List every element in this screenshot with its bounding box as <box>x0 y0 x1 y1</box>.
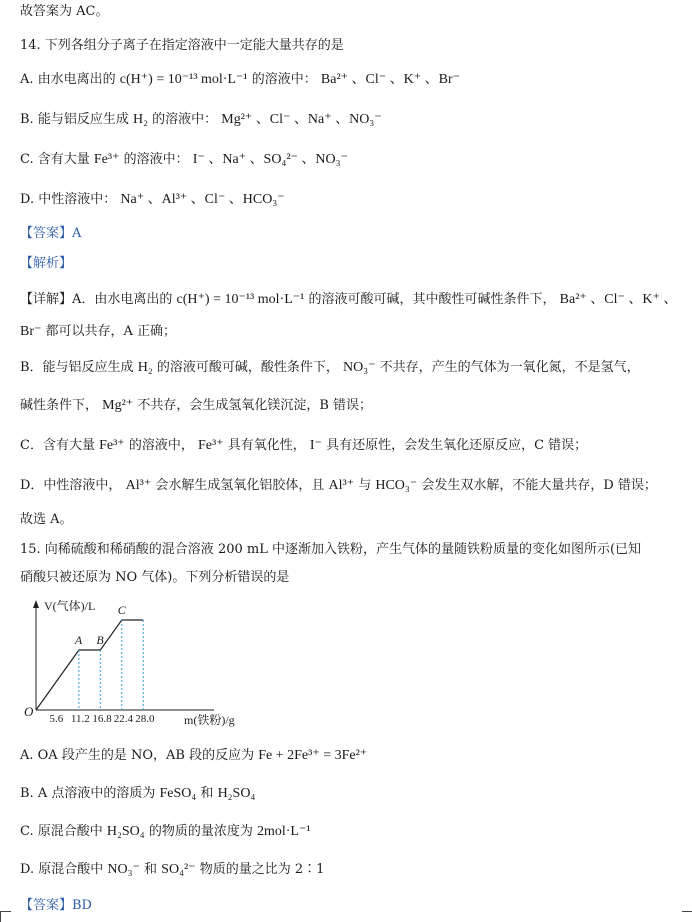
option-text: 的溶液中： <box>152 112 218 127</box>
ion-list: Na⁺ 、Al³⁺ 、Cl⁻ 、HCO₃⁻ <box>120 192 285 207</box>
option-text: 物质的量之比为 2∶1 <box>199 862 325 877</box>
x-tick-label: 11.2 <box>70 713 90 725</box>
option-14a <box>20 70 460 90</box>
detail-a <box>20 290 677 310</box>
question-15: 15. 向稀硫酸和稀硝酸的混合溶液 200 mL 中逐渐加入铁粉，产生气体的量随铁粉质量的变化如图所示(已知 <box>20 542 642 557</box>
previous-answer: 故答案为 AC。 <box>20 4 109 19</box>
option-text: D. 原混合酸中 <box>20 862 104 877</box>
formula: Al³⁺ <box>125 478 152 493</box>
y-axis-label: V(气体)/L <box>44 599 96 613</box>
formula: SO₄²⁻ <box>161 862 196 877</box>
y-axis-arrow <box>33 600 39 608</box>
detail-text: B．能与铝反应生成 <box>20 360 134 375</box>
option-text: A. 由水电离出的 <box>20 72 116 87</box>
formula: H₂SO₄ <box>106 824 145 839</box>
detail-b-cont <box>20 396 372 416</box>
option-text: 的溶液中： <box>123 152 189 167</box>
x-tick-label: 28.0 <box>135 713 155 725</box>
detail-text: 不共存，会生成氢氧化镁沉淀，B 错误； <box>137 398 373 413</box>
conclusion: 故选 A。 <box>20 512 73 527</box>
x-axis-label: m(铁粉)/g <box>184 713 235 727</box>
corner-mark <box>0 911 11 922</box>
origin-label: O <box>24 704 34 719</box>
formula: 2mol·L⁻¹ <box>256 824 311 839</box>
detail-text: C．含有大量 <box>20 438 95 453</box>
option-15c <box>20 822 311 842</box>
x-tick-label: 16.8 <box>92 713 112 725</box>
option-text: C. 含有大量 <box>20 152 90 167</box>
x-tick-label: 5.6 <box>49 713 64 725</box>
detail-text: 的溶液可酸可碱，酸性条件下， <box>156 360 339 375</box>
answer-15: 【答案】BD <box>20 898 92 913</box>
formula: Fe³⁺ <box>99 438 125 453</box>
detail-b <box>20 358 640 378</box>
option-text: 和 <box>144 862 158 877</box>
option-text: D. 中性溶液中： <box>20 192 117 207</box>
answer-14: 【答案】A <box>20 226 82 241</box>
formula: H₂ <box>137 360 153 375</box>
ion-list: Ba²⁺ 、Cl⁻ 、K⁺ 、Br⁻ <box>320 72 461 87</box>
formula: H₂SO₄ <box>217 786 256 801</box>
option-text: 的物质的量浓度为 <box>148 824 253 839</box>
detail-text: 具有还原性，会发生氧化还原反应，C 错误； <box>326 438 588 453</box>
detail-text: 会水解生成氢氧化铝胶体，且 <box>155 478 325 493</box>
point-label-c: C <box>117 603 126 617</box>
option-14c <box>20 150 348 170</box>
ion-list: Ba²⁺ 、Cl⁻ 、K⁺ 、 <box>559 292 678 307</box>
ion-list: Mg²⁺ 、Cl⁻ 、Na⁺ 、NO₃⁻ <box>221 112 382 127</box>
formula: c(H⁺) = 10⁻¹³ mol·L⁻¹ <box>176 292 305 307</box>
detail-text: 的溶液中， <box>128 438 194 453</box>
formula: Br⁻ <box>20 324 42 339</box>
data-line <box>36 620 143 710</box>
option-15b <box>20 784 255 804</box>
detail-text: 【详解】A．由水电离出的 <box>20 292 173 307</box>
option-15a <box>20 746 367 766</box>
detail-text: 具有氧化性， <box>227 438 306 453</box>
question-15-cont: 硝酸只被还原为 NO 气体)。下列分析错误的是 <box>20 570 290 585</box>
detail-text: 都可以共存，A 正确； <box>45 324 177 339</box>
formula: Fe³⁺ <box>197 438 224 453</box>
formula: Fe + 2Fe³⁺ = 3Fe²⁺ <box>258 748 368 763</box>
option-text: A. OA 段产生的是 NO，AB 段的反应为 <box>20 748 255 763</box>
formula: HCO₃⁻ <box>375 478 418 493</box>
detail-text: D．中性溶液中， <box>20 478 122 493</box>
option-14b <box>20 110 382 130</box>
analysis-heading: 【解析】 <box>20 256 73 271</box>
option-14d <box>20 190 285 210</box>
detail-a-cont <box>20 322 176 342</box>
option-text: 的溶液中： <box>251 72 317 87</box>
formula: NO₃⁻ <box>343 360 376 375</box>
formula: Fe³⁺ <box>93 152 120 167</box>
x-tick-label: 22.4 <box>113 713 134 725</box>
formula: H₂ <box>132 112 148 127</box>
question-14: 14. 下列各组分子离子在指定溶液中一定能大量共存的是 <box>20 38 344 53</box>
point-label-a: A <box>74 633 83 647</box>
detail-text: 会发生双水解，不能大量共存，D 错误； <box>421 478 657 493</box>
formula: Mg²⁺ <box>102 398 134 413</box>
volume-mass-chart <box>18 592 258 727</box>
option-15d <box>20 860 324 880</box>
formula: c(H⁺) = 10⁻¹³ mol·L⁻¹ <box>119 72 248 87</box>
formula: NO₃⁻ <box>107 862 140 877</box>
formula: Al³⁺ <box>328 478 355 493</box>
option-text: B. A 点溶液中的溶质为 <box>20 786 156 801</box>
detail-c <box>20 436 587 456</box>
formula: I⁻ <box>309 438 322 453</box>
corner-mark <box>682 911 692 922</box>
ion-list: I⁻ 、Na⁺ 、SO₄²⁻ 、NO₃⁻ <box>192 152 348 167</box>
option-text: 和 <box>200 786 214 801</box>
option-text: B. 能与铝反应生成 <box>20 112 129 127</box>
detail-d <box>20 476 657 496</box>
detail-text: 的溶液可酸可碱，其中酸性可碱性条件下， <box>308 292 556 307</box>
detail-text: 不共存，产生的气体为一氧化氮，不是氢气， <box>379 360 640 375</box>
detail-text: 碱性条件下， <box>20 398 99 413</box>
point-label-b: B <box>96 633 104 647</box>
option-text: C. 原混合酸中 <box>20 824 103 839</box>
formula: FeSO₄ <box>159 786 197 801</box>
detail-text: 与 <box>358 478 372 493</box>
